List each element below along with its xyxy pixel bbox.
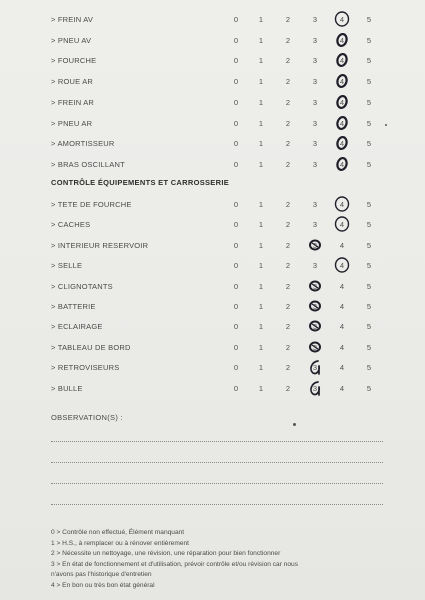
handwritten-selection-mark	[306, 236, 324, 254]
score-option-2[interactable]: 2	[285, 118, 291, 128]
score-option-1[interactable]: 1	[258, 302, 264, 311]
score-option-2[interactable]: 2	[285, 302, 291, 311]
score-option-5[interactable]: 5	[366, 220, 372, 230]
score-option-4[interactable]: 4	[339, 363, 345, 373]
score-option-5[interactable]: 5	[366, 139, 372, 149]
score-option-0[interactable]: 0	[233, 15, 239, 24]
score-option-5[interactable]: 5	[366, 302, 372, 311]
ink-speck	[385, 124, 387, 126]
row-label: > TABLEAU DE BORD	[51, 342, 131, 352]
score-option-3[interactable]: 3	[312, 139, 318, 149]
score-option-2[interactable]: 2	[285, 383, 291, 393]
handwritten-selection-mark	[333, 256, 351, 274]
score-option-4[interactable]: 4	[339, 383, 345, 393]
observation-line[interactable]	[51, 441, 383, 442]
score-option-1[interactable]: 1	[258, 56, 264, 66]
score-option-0[interactable]: 0	[233, 261, 239, 271]
score-option-1[interactable]: 1	[258, 77, 264, 87]
handwritten-selection-mark	[306, 358, 324, 376]
score-option-4[interactable]: 4	[339, 77, 345, 87]
handwritten-selection-mark	[333, 93, 351, 111]
row-label: > ECLAIRAGE	[51, 322, 103, 332]
score-option-1[interactable]: 1	[258, 139, 264, 149]
handwritten-selection-mark	[333, 215, 351, 233]
score-option-3[interactable]: 3	[312, 342, 318, 352]
section-title: CONTRÔLE ÉQUIPEMENTS ET CARROSSERIE	[51, 178, 230, 187]
checklist-row	[0, 218, 425, 232]
handwritten-selection-mark	[333, 195, 351, 213]
score-legend	[51, 528, 391, 591]
checklist-row	[0, 75, 425, 89]
row-label: > FOURCHE	[51, 56, 97, 66]
score-option-2[interactable]: 2	[285, 15, 291, 24]
checklist-row	[0, 96, 425, 110]
score-option-3[interactable]: 3	[312, 159, 318, 169]
handwritten-selection-mark	[333, 51, 351, 69]
score-option-0[interactable]: 0	[233, 322, 239, 332]
score-option-5[interactable]: 5	[366, 200, 372, 209]
score-option-1[interactable]: 1	[258, 15, 264, 24]
score-option-1[interactable]: 1	[258, 200, 264, 209]
score-option-4[interactable]: 4	[339, 200, 345, 209]
score-option-0[interactable]: 0	[233, 118, 239, 128]
row-label: > CACHES	[51, 220, 91, 230]
score-option-0[interactable]: 0	[233, 139, 239, 149]
checklist-row	[0, 137, 425, 151]
score-option-0[interactable]: 0	[233, 302, 239, 311]
score-option-2[interactable]: 2	[285, 363, 291, 373]
handwritten-selection-mark	[333, 114, 351, 132]
score-option-0[interactable]: 0	[233, 97, 239, 107]
score-option-2[interactable]: 2	[285, 77, 291, 87]
score-option-4[interactable]: 4	[339, 159, 345, 169]
row-label: > PNEU AV	[51, 35, 92, 45]
score-option-5[interactable]: 5	[366, 342, 372, 352]
score-option-3[interactable]: 3	[312, 220, 318, 230]
handwritten-selection-mark	[306, 297, 324, 315]
observation-line[interactable]	[51, 462, 383, 463]
handwritten-selection-mark	[306, 277, 324, 295]
legend-line-2: 2 > Nécessite un nettoyage, une révision, une réparation pour bien fonctionner	[51, 550, 281, 557]
checklist-row	[0, 280, 425, 294]
score-option-3[interactable]: 3	[312, 56, 318, 66]
legend-line-0: 0 > Contrôle non effectué, Élément manquant	[51, 529, 185, 536]
score-option-2[interactable]: 2	[285, 220, 291, 230]
checklist-row	[0, 361, 425, 375]
row-label: > AMORTISSEUR	[51, 139, 115, 149]
score-option-3[interactable]: 3	[312, 77, 318, 87]
score-option-0[interactable]: 0	[233, 281, 239, 291]
score-option-0[interactable]: 0	[233, 363, 239, 373]
score-option-3[interactable]: 3	[312, 15, 318, 24]
legend-line-3: 3 > En état de fonctionnement et d'utilisation, prévoir contrôle et/ou révision car nous	[51, 560, 299, 568]
checklist-row	[0, 259, 425, 273]
score-option-5[interactable]: 5	[366, 35, 372, 45]
score-option-4[interactable]: 4	[339, 15, 345, 24]
score-option-5[interactable]: 5	[366, 281, 372, 291]
score-option-3[interactable]: 3	[312, 322, 318, 332]
score-option-1[interactable]: 1	[258, 159, 264, 169]
score-option-2[interactable]: 2	[285, 97, 291, 107]
score-option-4[interactable]: 4	[339, 240, 345, 250]
score-option-2[interactable]: 2	[285, 240, 291, 250]
score-option-5[interactable]: 5	[366, 240, 372, 250]
handwritten-selection-mark	[306, 379, 324, 397]
score-option-5[interactable]: 5	[366, 97, 372, 107]
score-option-2[interactable]: 2	[285, 322, 291, 332]
score-option-5[interactable]: 5	[366, 15, 372, 24]
score-option-5[interactable]: 5	[366, 261, 372, 271]
score-option-1[interactable]: 1	[258, 220, 264, 230]
score-option-1[interactable]: 1	[258, 363, 264, 373]
observation-line[interactable]	[51, 504, 383, 505]
observations-label: OBSERVATION(S) :	[51, 413, 123, 422]
row-label: > INTERIEUR RESERVOIR	[51, 240, 149, 250]
score-option-4[interactable]: 4	[339, 302, 345, 311]
handwritten-selection-mark	[333, 10, 351, 28]
row-label: > ROUE AR	[51, 77, 94, 87]
checklist-row	[0, 117, 425, 131]
score-option-3[interactable]: 3	[312, 261, 318, 271]
score-option-1[interactable]: 1	[258, 97, 264, 107]
score-option-1[interactable]: 1	[258, 322, 264, 332]
score-option-1[interactable]: 1	[258, 118, 264, 128]
score-option-5[interactable]: 5	[366, 322, 372, 332]
score-option-0[interactable]: 0	[233, 220, 239, 230]
score-option-0[interactable]: 0	[233, 383, 239, 393]
score-option-0[interactable]: 0	[233, 342, 239, 352]
score-option-2[interactable]: 2	[285, 261, 291, 271]
row-label: > FREIN AR	[51, 97, 95, 107]
score-option-4[interactable]: 4	[339, 35, 345, 45]
score-option-5[interactable]: 5	[366, 383, 372, 393]
checklist-row	[0, 34, 425, 48]
score-option-2[interactable]: 2	[285, 139, 291, 149]
score-option-2[interactable]: 2	[285, 200, 291, 209]
observation-line[interactable]	[51, 483, 383, 484]
score-option-0[interactable]: 0	[233, 240, 239, 250]
checklist-row	[0, 320, 425, 334]
score-option-5[interactable]: 5	[366, 77, 372, 87]
score-option-4[interactable]: 4	[339, 118, 345, 128]
checklist-row	[0, 54, 425, 68]
handwritten-selection-mark	[306, 317, 324, 335]
legend-line-1: 1 > H.S., à remplacer ou à rénover entièrement	[51, 539, 189, 547]
score-option-4[interactable]: 4	[339, 322, 345, 332]
row-label: > CLIGNOTANTS	[51, 281, 113, 291]
score-option-3[interactable]: 3	[312, 302, 318, 311]
checklist-row	[0, 158, 425, 172]
checklist-row	[0, 239, 425, 253]
legend-line-3-cont: n'avons pas l'historique d'entretien	[51, 571, 152, 578]
score-option-2[interactable]: 2	[285, 56, 291, 66]
score-option-2[interactable]: 2	[285, 159, 291, 169]
score-option-2[interactable]: 2	[285, 35, 291, 45]
score-option-1[interactable]: 1	[258, 261, 264, 271]
score-option-4[interactable]: 4	[339, 281, 345, 291]
score-option-1[interactable]: 1	[258, 383, 264, 393]
handwritten-selection-mark	[333, 134, 351, 152]
score-option-3[interactable]: 3	[312, 200, 318, 209]
ink-speck	[293, 423, 296, 426]
score-option-0[interactable]: 0	[233, 200, 239, 209]
score-option-5[interactable]: 5	[366, 363, 372, 373]
handwritten-selection-mark	[333, 31, 351, 49]
handwritten-selection-mark	[306, 338, 324, 356]
row-label: > SELLE	[51, 261, 83, 271]
score-option-3[interactable]: 3	[312, 97, 318, 107]
score-option-4[interactable]: 4	[339, 97, 345, 107]
score-option-4[interactable]: 4	[339, 139, 345, 149]
score-option-3[interactable]: 3	[312, 281, 318, 291]
checklist-row	[0, 13, 425, 27]
score-option-0[interactable]: 0	[233, 35, 239, 45]
score-option-4[interactable]: 4	[339, 56, 345, 66]
score-option-3[interactable]: 3	[312, 240, 318, 250]
score-option-4[interactable]: 4	[339, 220, 345, 230]
score-option-5[interactable]: 5	[366, 159, 372, 169]
handwritten-selection-mark	[333, 155, 351, 173]
score-option-4[interactable]: 4	[339, 342, 345, 352]
legend-line-4: 4 > En bon ou très bon état général	[51, 581, 155, 589]
row-label: > BATTERIE	[51, 302, 96, 311]
score-option-3[interactable]: 3	[312, 363, 318, 373]
score-option-1[interactable]: 1	[258, 281, 264, 291]
score-option-0[interactable]: 0	[233, 77, 239, 87]
score-option-2[interactable]: 2	[285, 342, 291, 352]
checklist-row	[0, 382, 425, 396]
score-option-2[interactable]: 2	[285, 281, 291, 291]
row-label: > BULLE	[51, 383, 83, 393]
score-option-1[interactable]: 1	[258, 35, 264, 45]
score-option-5[interactable]: 5	[366, 118, 372, 128]
handwritten-selection-mark	[333, 72, 351, 90]
score-option-5[interactable]: 5	[366, 56, 372, 66]
score-option-3[interactable]: 3	[312, 35, 318, 45]
score-option-1[interactable]: 1	[258, 342, 264, 352]
row-label: > BRAS OSCILLANT	[51, 159, 125, 169]
checklist-row	[0, 198, 425, 212]
row-label: > TETE DE FOURCHE	[51, 200, 132, 209]
score-option-0[interactable]: 0	[233, 159, 239, 169]
checklist-row	[0, 341, 425, 355]
score-option-3[interactable]: 3	[312, 383, 318, 393]
row-label: > PNEU AR	[51, 118, 93, 128]
checklist-row	[0, 300, 425, 314]
score-option-3[interactable]: 3	[312, 118, 318, 128]
row-label: > FREIN AV	[51, 15, 94, 24]
score-option-1[interactable]: 1	[258, 240, 264, 250]
row-label: > RETROVISEURS	[51, 363, 120, 373]
score-option-0[interactable]: 0	[233, 56, 239, 66]
score-option-4[interactable]: 4	[339, 261, 345, 271]
